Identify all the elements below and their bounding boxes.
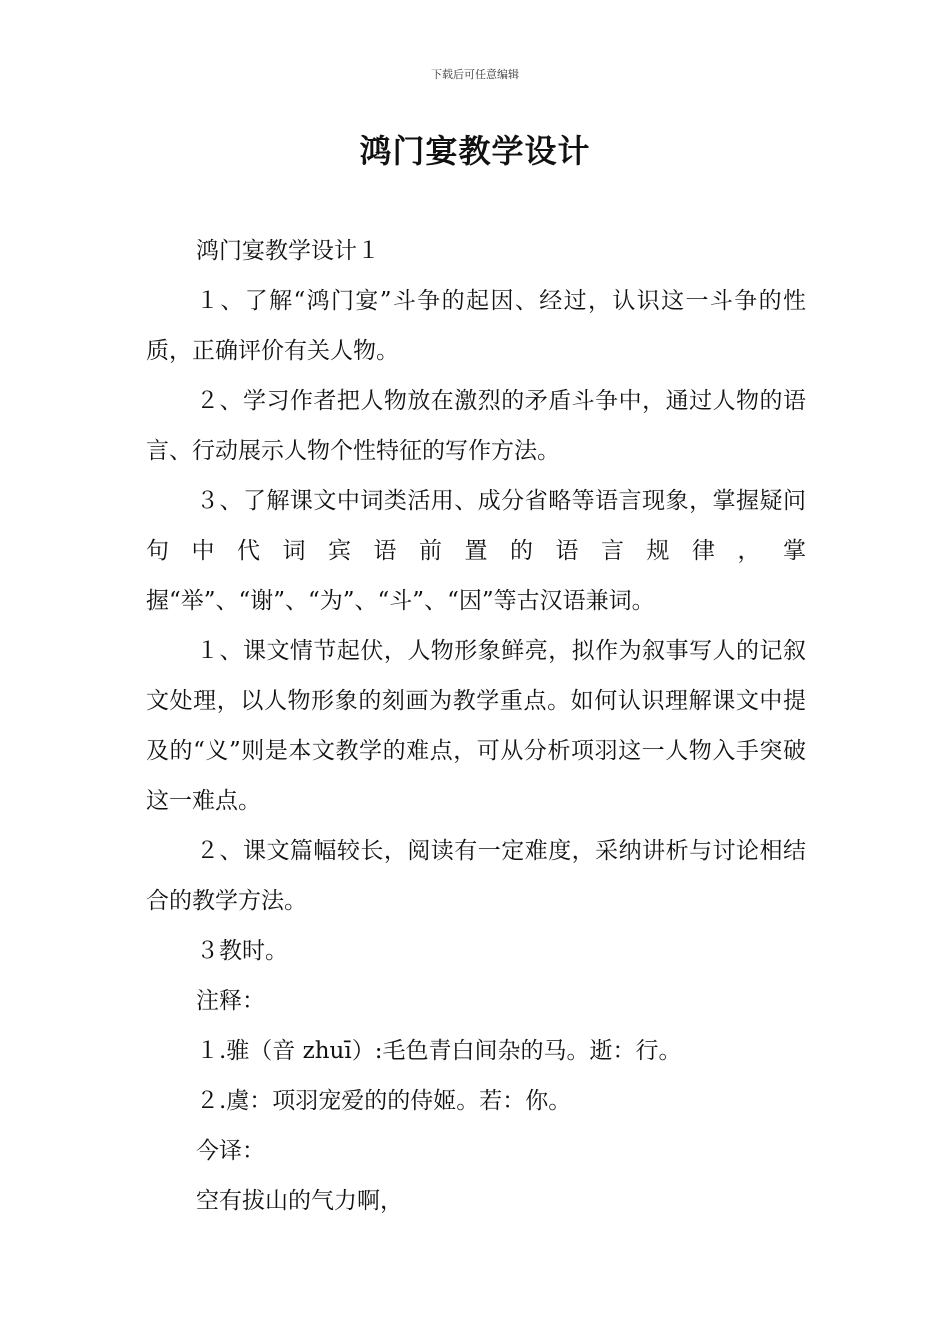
paragraph-hours: ３教时。	[196, 938, 288, 964]
notes-heading: 注释：	[196, 988, 265, 1014]
note-item-2: ２.虞：项羽宠爱的的侍姬。若：你。	[196, 1088, 572, 1114]
header-note: 下载后可任意编辑	[431, 68, 519, 81]
translation-line-1: 空有拔山的气力啊，	[196, 1188, 403, 1214]
paragraph-method-1: １、课文情节起伏，人物形象鲜亮，拟作为叙事写人的记叙文处理，以人物形象的刻画为教学重点。如何认识理解课文中提及的“义”则是本文教学的难点，可从分析项羽这一人物入手突破这一难点。	[146, 638, 806, 814]
translation-heading: 今译：	[196, 1138, 265, 1164]
section-heading: 鸿门宴教学设计１	[196, 238, 380, 264]
paragraph-objective-2: ２、学习作者把人物放在激烈的矛盾斗争中，通过人物的语言、行动展示人物个性特征的写作方法。	[146, 388, 806, 464]
paragraph-objective-1: １、了解“鸿门宴”斗争的起因、经过，认识这一斗争的性质，正确评价有关人物。	[146, 288, 806, 364]
note-item-1: １.骓（音 zhuī）:毛色青白间杂的马。逝：行。	[196, 1038, 682, 1064]
paragraph-objective-3: ３、了解课文中词类活用、成分省略等语言现象，掌握疑问句中代词宾语前置的语言规律，掌握“举”、“谢”、“为”、“斗”、“因”等古汉语兼词。	[146, 488, 806, 614]
paragraph-method-2: ２、课文篇幅较长，阅读有一定难度，采纳讲析与讨论相结合的教学方法。	[146, 838, 806, 914]
document-body	[146, 226, 806, 1226]
document-title: 鸿门宴教学设计	[359, 132, 591, 170]
